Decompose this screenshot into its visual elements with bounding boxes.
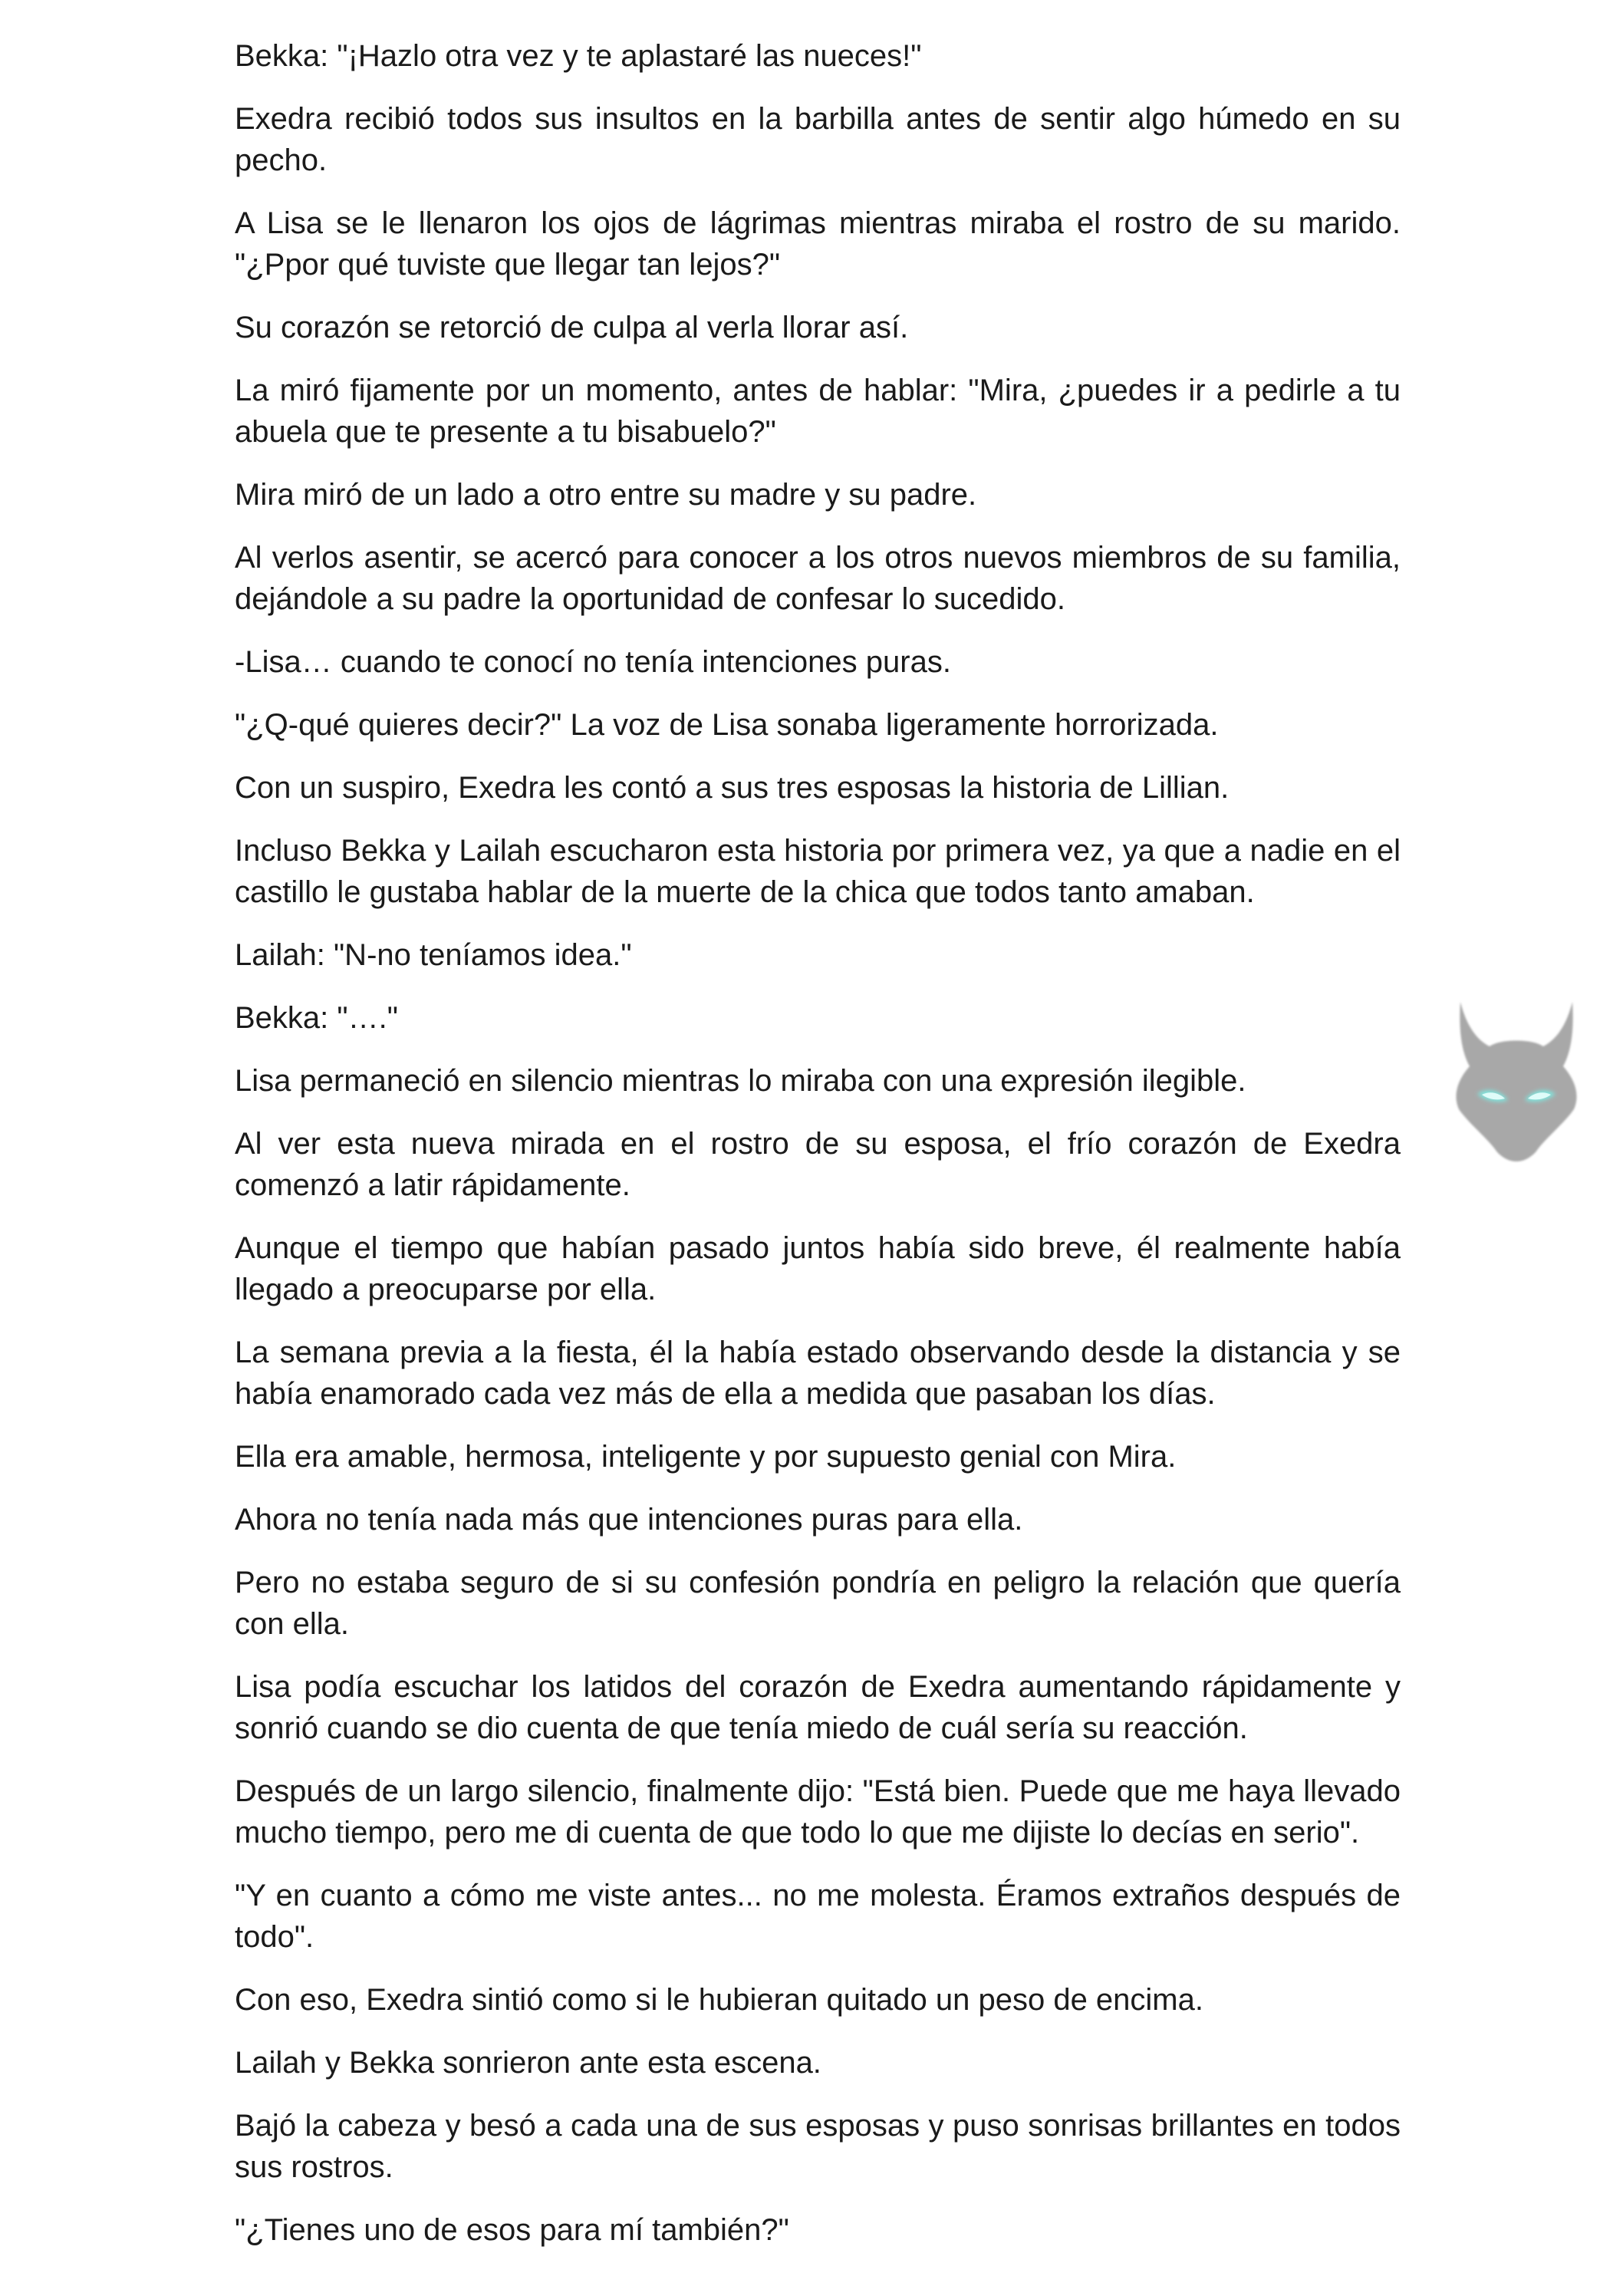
paragraph: Aunque el tiempo que habían pasado juntos había sido breve, él realmente había llegado a preocuparse por ella. [235,1231,1401,1306]
paragraph: Bekka: "…." [235,1001,398,1035]
paragraph: Exedra recibió todos sus insultos en la barbilla antes de sentir algo húmedo en su pecho. [235,102,1401,177]
paragraph: Lisa permaneció en silencio mientras lo miraba con una expresión ilegible. [235,1064,1246,1098]
paragraph: Su corazón se retorció de culpa al verla llorar así. [235,311,909,344]
paragraph: Bajó la cabeza y besó a cada una de sus esposas y puso sonrisas brillantes en todos sus rostros. [235,2109,1401,2184]
paragraph: A Lisa se le llenaron los ojos de lágrimas mientras miraba el rostro de su marido. "¿Ppor qué tuviste que llegar tan lejos?" [235,206,1401,282]
paragraph: Bekka: "¡Hazlo otra vez y te aplastaré las nueces!" [235,39,922,73]
paragraph: Ahora no tenía nada más que intenciones puras para ella. [235,1503,1023,1537]
paragraph: Ella era amable, hermosa, inteligente y por supuesto genial con Mira. [235,1440,1177,1474]
paragraph: Con eso, Exedra sintió como si le hubieran quitado un peso de encima. [235,1983,1203,2017]
paragraph: La miró fijamente por un momento, antes de hablar: "Mira, ¿puedes ir a pedirle a tu abuela que te presente a tu bisabuelo?" [235,374,1401,449]
paragraph: Mira miró de un lado a otro entre su madre y su padre. [235,478,977,512]
paragraph: La semana previa a la fiesta, él la había estado observando desde la distancia y se había enamorado cada vez más de ella a medida que pasaban los días. [235,1336,1401,1411]
paragraph: Al verlos asentir, se acercó para conocer a los otros nuevos miembros de su familia, dejándole a su padre la oportunidad de confesar lo sucedido. [235,541,1401,616]
paragraph: Incluso Bekka y Lailah escucharon esta historia por primera vez, ya que a nadie en el castillo le gustaba hablar de la muerte de la chica que todos tanto amaban. [235,834,1401,909]
paragraph: Lailah y Bekka sonrieron ante esta escena. [235,2046,821,2080]
paragraph: Al ver esta nueva mirada en el rostro de su esposa, el frío corazón de Exedra comenzó a latir rápidamente. [235,1127,1401,1202]
paragraph: Lisa podía escuchar los latidos del corazón de Exedra aumentando rápidamente y sonrió cuando se dio cuenta de que tenía miedo de cuál sería su reacción. [235,1670,1401,1745]
paragraph: "Y en cuanto a cómo me viste antes... no me molesta. Éramos extraños después de todo". [235,1879,1401,1954]
paragraph: Con un suspiro, Exedra les contó a sus tres esposas la historia de Lillian. [235,771,1230,805]
paragraph: Lailah: "N-no teníamos idea." [235,938,632,972]
paragraph: -Lisa… cuando te conocí no tenía intenciones puras. [235,645,951,679]
paragraph: Después de un largo silencio, finalmente dijo: "Está bien. Puede que me haya llevado mucho tiempo, pero me di cuenta de que todo lo que me dijiste lo decías en serio". [235,1774,1401,1850]
demon-head-icon [1444,996,1589,1164]
paragraph: Pero no estaba seguro de si su confesión pondría en peligro la relación que quería con ella. [235,1566,1401,1641]
paragraph: "¿Q-qué quieres decir?" La voz de Lisa sonaba ligeramente horrorizada. [235,708,1219,742]
document-page [235,35,1401,2251]
paragraph: "¿Tienes uno de esos para mí también?" [235,2213,789,2247]
